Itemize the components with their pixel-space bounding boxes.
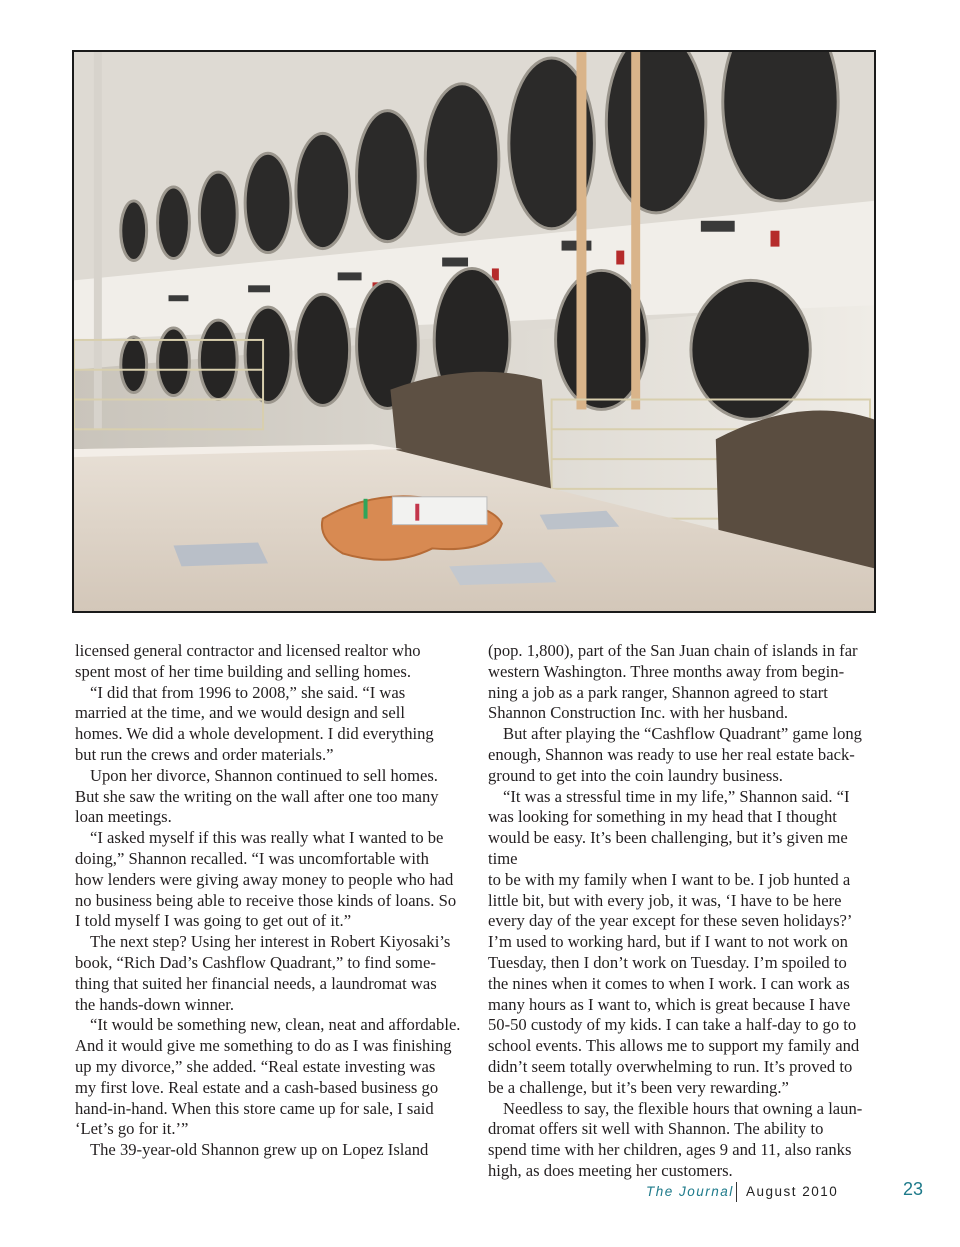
paragraph: (pop. 1,800), part of the San Juan chain of islands in far western Washington. Three months away from begin- ning a job as a park ranger, Shannon agreed to start Shannon Construction Inc. with her husband. [488, 641, 858, 723]
issue-date: August 2010 [746, 1184, 839, 1199]
paragraph: “I did that from 1996 to 2008,” she said. “I was married at the time, and we would design and sell homes. We did a whole development. I did everything but run the crews and order materials.” [75, 682, 434, 764]
article-column-right [488, 641, 880, 1182]
publication-name: The Journal [646, 1184, 734, 1199]
laundromat-photo [72, 50, 876, 613]
paragraph: The 39-year-old Shannon grew up on Lopez Island [90, 1140, 429, 1160]
paragraph: “It was a stressful time in my life,” Shannon said. “I was looking for something in my head that I thought would be easy. It’s been challenging, but it’s given me time to be with my family when I want to be. I job hunted a little bit, but with every job, it was, ‘I have to be here every day of the year except for these seven holidays?’ I’m used to working hard, but if I want to not work on Tuesday, then I don’t work on Tuesday. I’m spoiled to the nines when it comes to when I work. I can work as many hours as I want to, which is great because I have 50-50 custody of my kids. I can take a half-day to go to school events. This allows me to support my family and didn’t seem totally overwhelming to run. It’s proved to be a challenge, but it’s been very rewarding.” [488, 786, 860, 1097]
paragraph: licensed general contractor and licensed realtor who spent most of her time building and selling homes. [75, 641, 421, 681]
paragraph: “I asked myself if this was really what I wanted to be doing,” Shannon recalled. “I was uncomfortable with how lenders were giving away money to people who had no business being able to receive those kinds of loans. So I told myself I was going to get out of it.” [75, 828, 457, 931]
article-column-left [75, 641, 467, 1161]
paragraph: But after playing the “Cashflow Quadrant” game long enough, Shannon was ready to use her real estate back- ground to get into the coin laundry business. [488, 724, 862, 785]
paragraph: Needless to say, the flexible hours that owning a laun- dromat offers sit well with Shannon. The ability to spend time with her children, ages 9 and 11, also ranks high, as does meeting her customers. [488, 1098, 863, 1180]
page-number: 23 [903, 1179, 924, 1199]
paragraph: “It would be something new, clean, neat and affordable. And it would give me something to do as I was finishing up my divorce,” she added. “Real estate investing was my first love. Real estate and a cash-based business go hand-in-hand. When this store came up for sale, I said ‘Let’s go for it.’” [75, 1015, 461, 1139]
laundromat-photo-illustration [74, 52, 874, 611]
page-footer [600, 1179, 930, 1206]
paragraph: Upon her divorce, Shannon continued to sell homes. But she saw the writing on the wall after one too many loan meetings. [75, 765, 439, 827]
footer-divider [736, 1182, 737, 1202]
paragraph: The next step? Using her interest in Robert Kiyosaki’s book, “Rich Dad’s Cashflow Quadrant,” to find some- thing that suited her financial needs, a laundromat was the hands-down winner. [75, 932, 451, 1014]
